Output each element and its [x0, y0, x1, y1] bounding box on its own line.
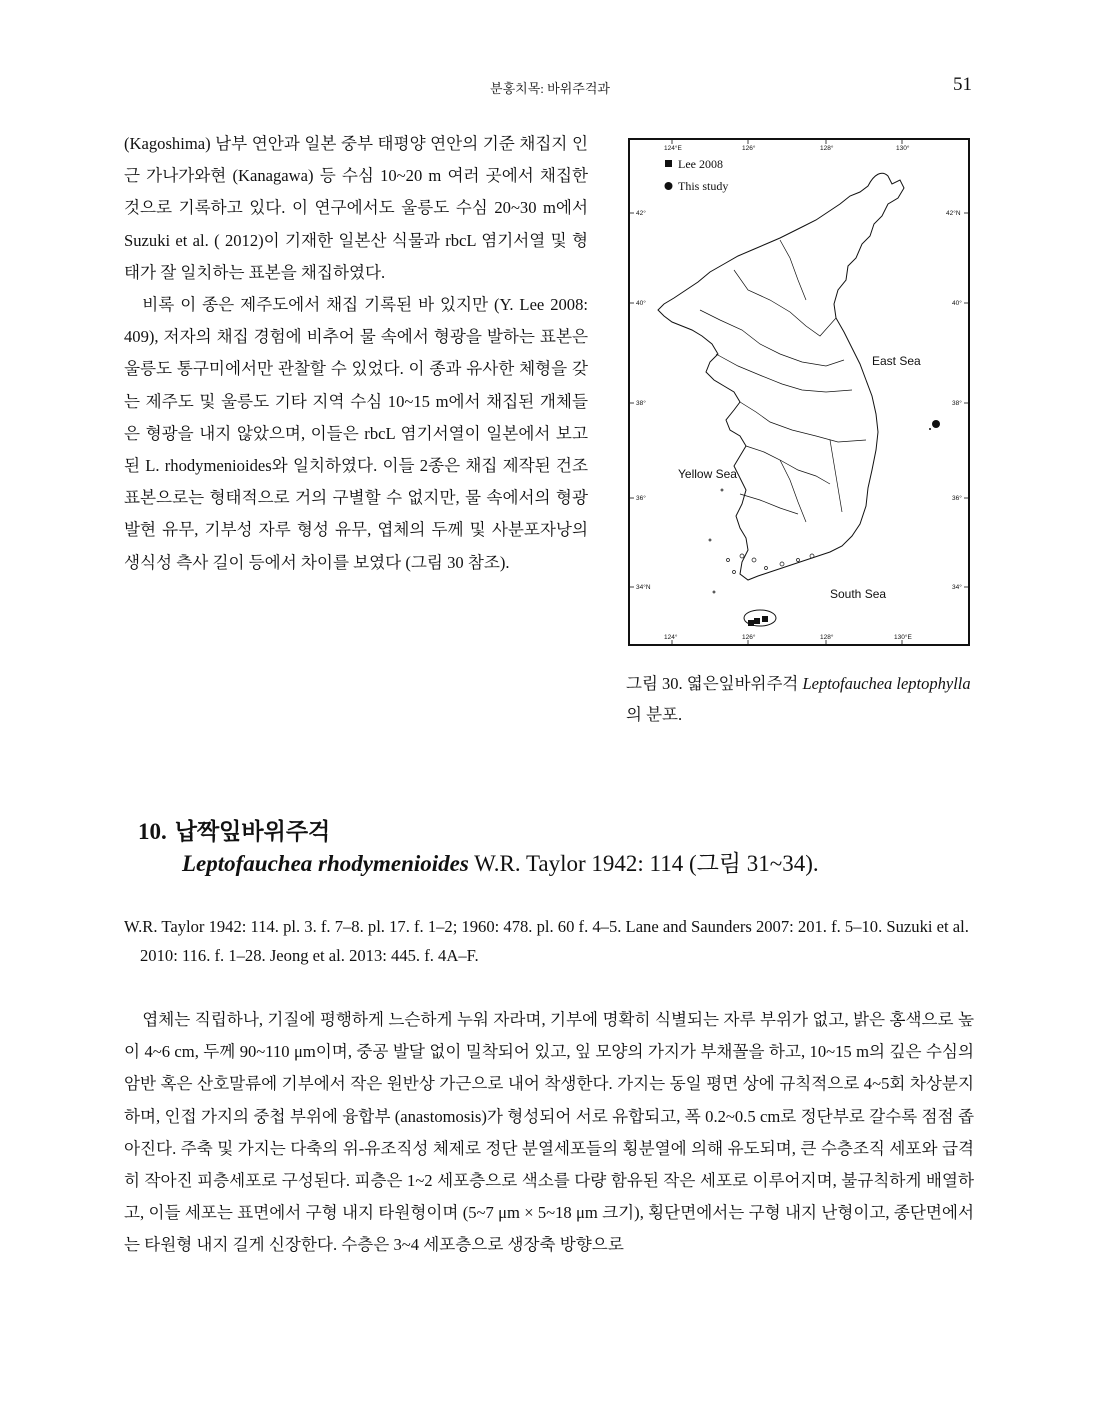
right-tick: 38°: [952, 400, 962, 407]
species-section-heading: [138, 816, 998, 880]
lee-2008-marker: [754, 618, 760, 624]
page-number: 51: [953, 74, 972, 95]
paragraph-1: (Kagoshima) 남부 연안과 일본 중부 태평양 연안의 기준 채집지 인근 가나가와현 (Kanagawa) 등 수심 10~20 m 여러 곳에서 채집한 것으로 기록하고 있다. 이 연구에서도 울릉도 수심 20~30 m에서 Suzuki et al. ( 2012)이 기재한 일본산 식물과 rbcL 염기서열 및 형태가 잘 일치하는 표본을 채집하였다.: [124, 134, 588, 282]
top-tick: 126°: [742, 145, 756, 152]
bottom-tick: 128°: [820, 634, 834, 641]
caption-prefix: 그림 30. 엷은잎바위주걱: [626, 674, 803, 693]
authority-citation: W.R. Taylor 1942: 114 (그림 31~34).: [468, 851, 819, 876]
right-tick: 34°: [952, 584, 962, 591]
distribution-map: [628, 138, 970, 646]
references-text: W.R. Taylor 1942: 114. pl. 3. f. 7–8. pl. 17. f. 1–2; 1960: 478. pl. 60 f. 4–5. Lane and Saunders 2007: 201. f. 5–10. Suzuki et al. 2010: 116. f. 1–28. Jeong et al. 2013: 445. f. 4A–F.: [124, 917, 969, 965]
left-tick: 34°N: [636, 584, 651, 591]
map-figure: [630, 140, 968, 644]
section-number: 10.: [138, 819, 167, 844]
description-body: [124, 1004, 974, 1262]
legend-this-study: This study: [678, 179, 729, 193]
legend-lee-2008: Lee 2008: [678, 157, 723, 171]
south-sea-label: South Sea: [830, 587, 887, 601]
caption-suffix: 의 분포.: [626, 705, 683, 724]
left-column-text: [124, 128, 588, 579]
bottom-tick: 130°E: [894, 634, 912, 641]
right-tick: 36°: [952, 495, 962, 502]
left-tick: 42°: [636, 210, 646, 217]
left-tick: 40°: [636, 300, 646, 307]
right-tick: 42°N: [946, 210, 961, 217]
running-head: [0, 76, 1100, 100]
yellow-sea-label: Yellow Sea: [678, 467, 737, 481]
left-tick: 38°: [636, 400, 646, 407]
top-tick: 130°: [896, 145, 910, 152]
caption-species: Leptofauchea leptophylla: [802, 674, 971, 693]
right-tick: 40°: [952, 300, 962, 307]
figure-caption: [626, 668, 972, 730]
this-study-marker: [932, 420, 940, 428]
left-tick: 36°: [636, 495, 646, 502]
paragraph-2: 비록 이 종은 제주도에서 채집 기록된 바 있지만 (Y. Lee 2008: 409), 저자의 채집 경험에 비추어 물 속에서 형광을 발하는 표본은 울릉도 통구미에서만 관찰할 수 있었다. 이 종과 유사한 체형을 갖는 제주도 및 울릉도 기타 지역 수심 10~15 m에서 채집된 개체들은 형광을 내지 않았으며, 이들은 rbcL 염기서열이 일본에서 보고된 L. rhodymenioides와 일치하였다. 이들 2종은 채집 제작된 건조표본으로는 형태적으로 거의 구별할 수 없지만, 물 속에서의 형광 발현 유무, 기부성 자루 형성 유무, 엽체의 두께 및 사분포자낭의 생식성 측사 길이 등에서 차이를 보였다 (그림 30 참조).: [124, 295, 588, 572]
east-sea-label: East Sea: [872, 354, 921, 368]
legend-circle-icon: [665, 182, 673, 190]
description-paragraph: 엽체는 직립하나, 기질에 평행하게 느슨하게 누워 자라며, 기부에 명확히 식별되는 자루 부위가 없고, 밝은 홍색으로 높이 4~6 cm, 두께 90~110 μm이며, 중공 발달 없이 밀착되어 있고, 잎 모양의 가지가 부채꼴을 하고, 10~15 m의 깊은 수심의 암반 혹은 산호말류에 기부에서 작은 원반상 가근으로 내어 착생한다. 가지는 동일 평면 상에 규칙적으로 4~5회 차상분지하며, 인접 가지의 중첩 부위에 융합부 (anastomosis)가 형성되어 서로 유합되고, 폭 0.2~0.5 cm로 정단부로 갈수록 점점 좁아진다. 주축 및 가지는 다축의 위-유조직성 체제로 정단 분열세포들의 횡분열에 의해 유도되며, 큰 수층조직 세포와 급격히 작아진 피층세포로 구성된다. 피층은 1~2 세포층으로 색소를 다량 함유된 작은 세포로 이루어지며, 불규칙하게 배열하고, 이들 세포는 표면에서 구형 내지 타원형이며 (5~7 μm × 5~18 μm 크기), 횡단면에서는 구형 내지 난형이고, 종단면에서는 타원형 내지 길게 신장한다. 수층은 3~4 세포층으로 생장축 방향으로: [124, 1010, 974, 1255]
bottom-tick: 124°: [664, 634, 678, 641]
scientific-name: Leptofauchea rhodymenioides: [182, 851, 469, 876]
lee-2008-marker: [762, 616, 768, 622]
references-block: [124, 912, 974, 970]
lee-2008-marker: [748, 620, 754, 626]
running-title: 분홍치목: 바위주걱과: [490, 81, 610, 96]
top-tick: 128°: [820, 145, 834, 152]
legend-square-icon: [665, 160, 672, 167]
korean-species-name: 납짝잎바위주걱: [174, 819, 331, 844]
bottom-tick: 126°: [742, 634, 756, 641]
top-tick: 124°E: [664, 145, 682, 152]
